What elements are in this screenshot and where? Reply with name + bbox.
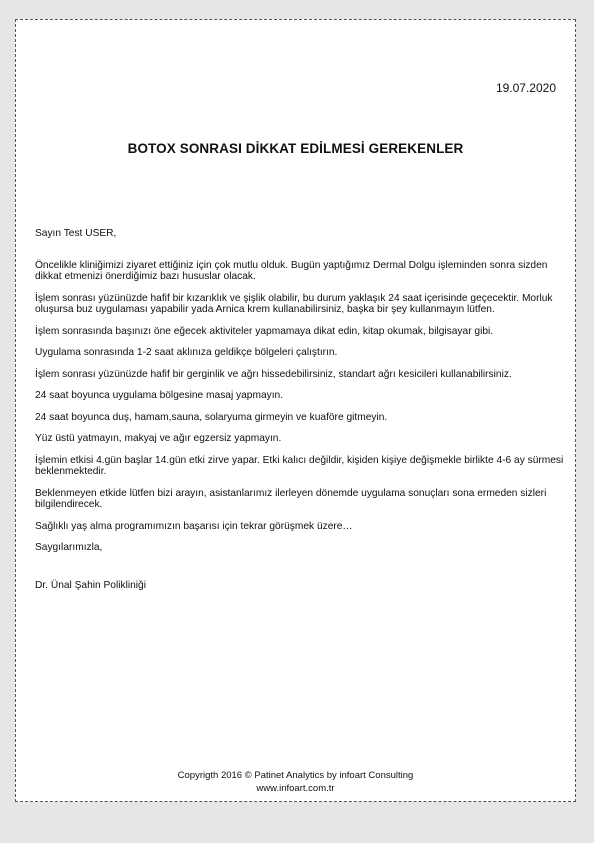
- paragraph: İşlemin etkisi 4.gün başlar 14.gün etki zirve yapar. Etki kalıcı değildir, kişiden kişiye değişmekle birlikte 4-6 ay sürmesi beklenmektedir.: [35, 454, 564, 477]
- paragraph: 24 saat boyunca uygulama bölgesine masaj yapmayın.: [35, 390, 284, 401]
- paragraph: Uygulama sonrasında 1-2 saat aklınıza geldikçe bölgeleri çalıştırın.: [35, 347, 338, 358]
- footer-website: www.infoart.com.tr: [256, 783, 335, 794]
- paragraph: İşlem sonrası yüzünüzde hafif bir gerginlik ve ağrı hissedebilirsiniz, standart ağrı kesicileri kullanabilirsiniz.: [35, 368, 512, 380]
- page-footer: [16, 769, 575, 795]
- footer-copyright: Copyrigth 2016 © Patinet Analytics by infoart Consulting: [177, 770, 414, 781]
- paragraph: Sağlıklı yaş alma programımızın başarısı için tekrar görüşmek üzere…: [35, 520, 353, 532]
- paragraph: Öncelikle kliniğimizi ziyaret ettiğiniz için çok mutlu olduk. Bugün yaptığımız Dermal Dolgu işleminden sonra sizden dikkat etmenizi önerdiğimiz bazı hususlar olacak.: [35, 259, 548, 282]
- signature: Dr. Ünal Şahin Polikliniği: [35, 579, 146, 591]
- paragraph: 24 saat boyunca duş, hamam,sauna, solaryuma girmeyin ve kuaföre gitmeyin.: [35, 411, 388, 423]
- paragraph: İşlem sonrası yüzünüzde hafif bir kızarıklık ve şişlik olabilir, bu durum yaklaşık 24 saat içerisinde geçecektir. Morluk oluşursa buz uygulaması yapabilir yada Arnica krem kullanabilirsiniz, başka bir şey kullanmayın lütfen.: [35, 292, 553, 315]
- document-page: [15, 19, 576, 802]
- paragraph: İşlem sonrasında başınızı öne eğecek aktiviteler yapmamaya dikat edin, kitap okumak, bilgisayar gibi.: [35, 325, 494, 337]
- paragraph: Beklenmeyen etkide lütfen bizi arayın, asistanlarımız ilerleyen dönemde uygulama sonuçları sona ermeden sizleri bilgilendirecek.: [35, 487, 547, 510]
- letter-date: 19.07.2020: [495, 81, 556, 95]
- paragraph: Yüz üstü yatmayın, makyaj ve ağır egzersiz yapmayın.: [35, 433, 282, 444]
- closing: Saygılarımızla,: [35, 542, 103, 553]
- letter-body: [35, 228, 565, 601]
- document-title: BOTOX SONRASI DİKKAT EDİLMESİ GEREKENLER: [127, 141, 464, 156]
- salutation: Sayın Test USER,: [35, 228, 117, 239]
